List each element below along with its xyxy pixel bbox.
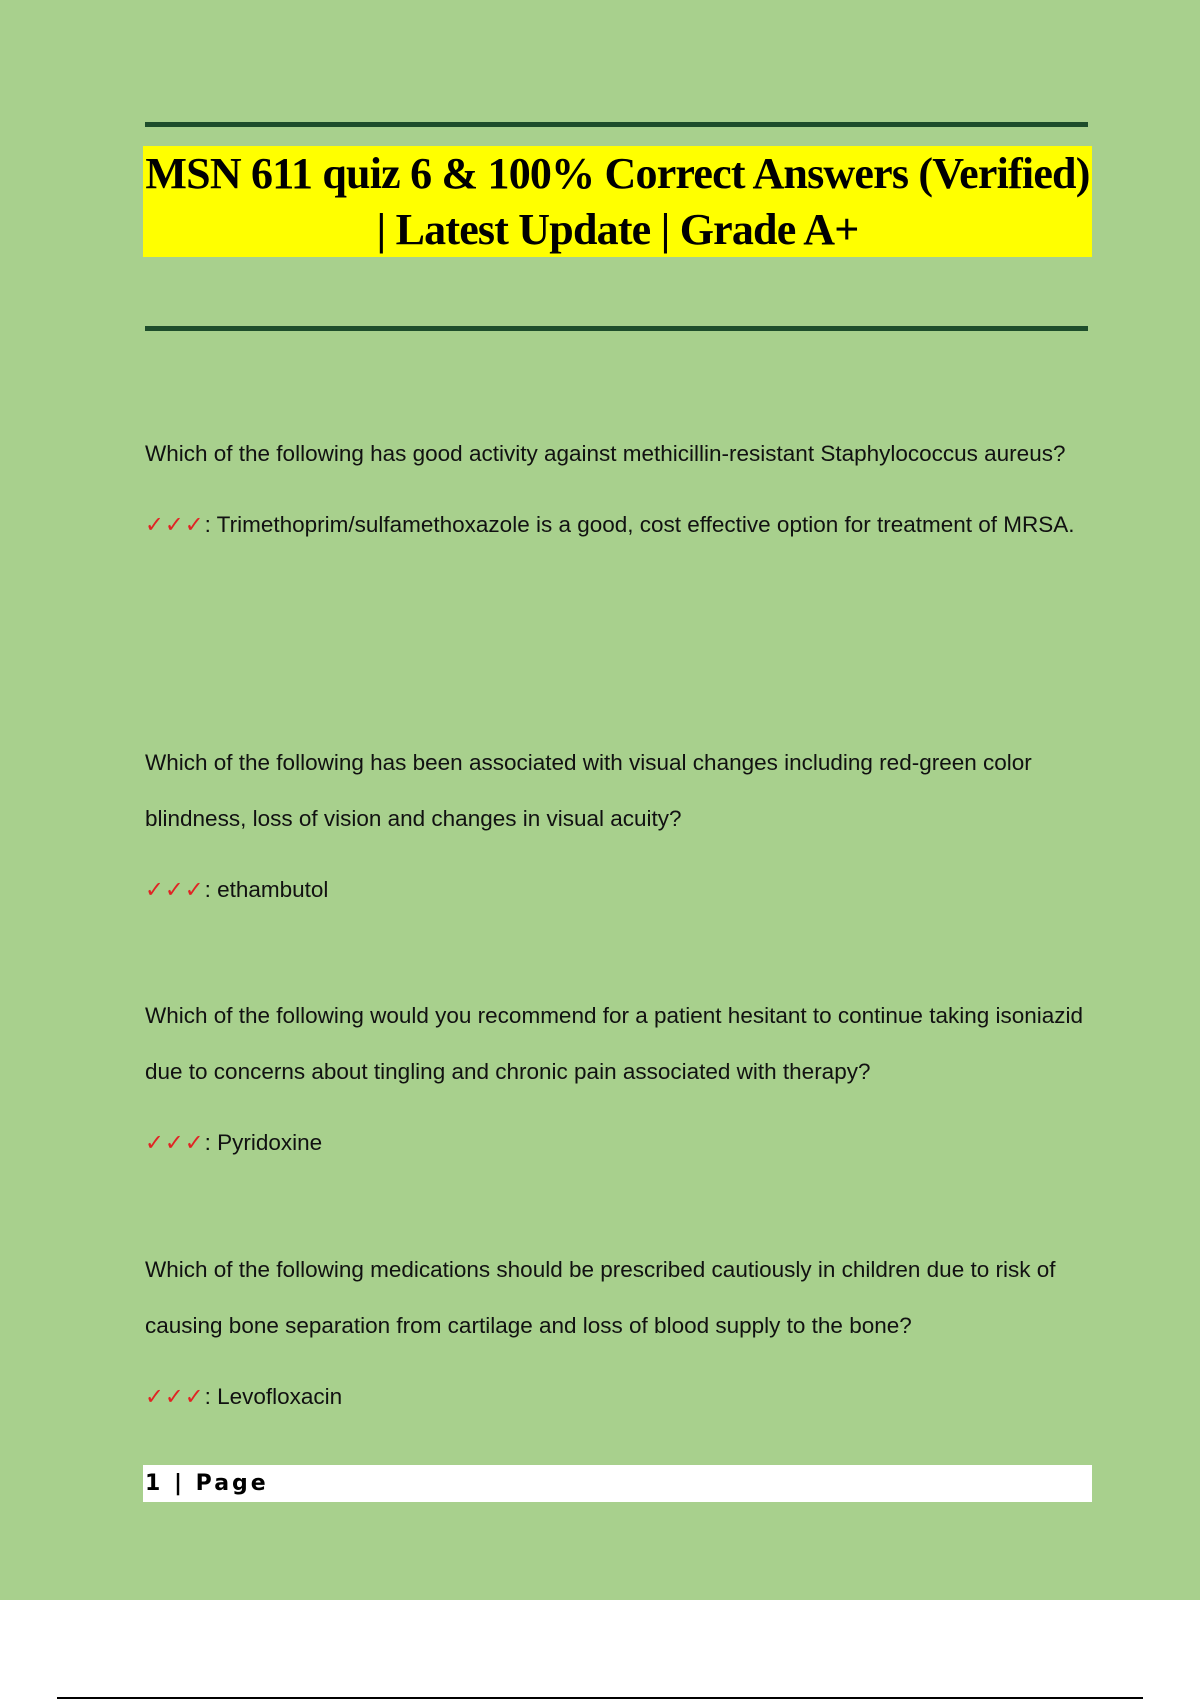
answer-text: ethambutol [217, 877, 329, 902]
question-text: Which of the following would you recommend for a patient hesitant to continue taking isoniazid due to concerns about tingling and chronic pain associated with therapy? [145, 1003, 1084, 1084]
qa-item-2 [145, 735, 1095, 927]
document-title: MSN 611 quiz 6 & 100% Correct Answers (Verified) | Latest Update | Grade A+ [145, 148, 1090, 254]
answer-text: Levofloxacin [217, 1384, 343, 1409]
page-separator [57, 1697, 1143, 1699]
title-banner [143, 146, 1092, 257]
answer-separator: : [204, 1384, 218, 1409]
checkmarks-icon: ✓✓✓ [145, 1384, 205, 1409]
question-text: Which of the following has good activity against methicillin-resistant Staphylococcus aureus? [145, 441, 1066, 466]
bottom-divider [145, 326, 1088, 331]
top-divider [145, 122, 1088, 127]
question-text: Which of the following has been associated with visual changes including red-green color blindness, loss of vision and changes in visual acuity? [145, 750, 1032, 831]
answer-text: Trimethoprim/sulfamethoxazole is a good, cost effective option for treatment of MRSA. [216, 512, 1075, 537]
answer-line [145, 488, 1095, 562]
answer-separator: : [204, 512, 217, 537]
checkmarks-icon: ✓✓✓ [145, 512, 205, 537]
checkmarks-icon: ✓✓✓ [145, 1130, 205, 1155]
question-text: Which of the following medications should be prescribed cautiously in children due to risk of causing bone separation from cartilage and loss of blood supply to the bone? [145, 1257, 1056, 1338]
answer-line [145, 1106, 1095, 1180]
page-number: 1 | Page [145, 1471, 269, 1496]
answer-separator: : [204, 877, 218, 902]
checkmarks-icon: ✓✓✓ [145, 877, 205, 902]
answer-line [145, 1360, 1095, 1434]
qa-item-4 [145, 1242, 1095, 1434]
answer-separator: : [204, 1130, 218, 1155]
page-footer [143, 1465, 1092, 1502]
answer-text: Pyridoxine [217, 1130, 323, 1155]
qa-item-3 [145, 988, 1095, 1180]
answer-line [145, 853, 1095, 927]
qa-item-1 [145, 426, 1095, 562]
